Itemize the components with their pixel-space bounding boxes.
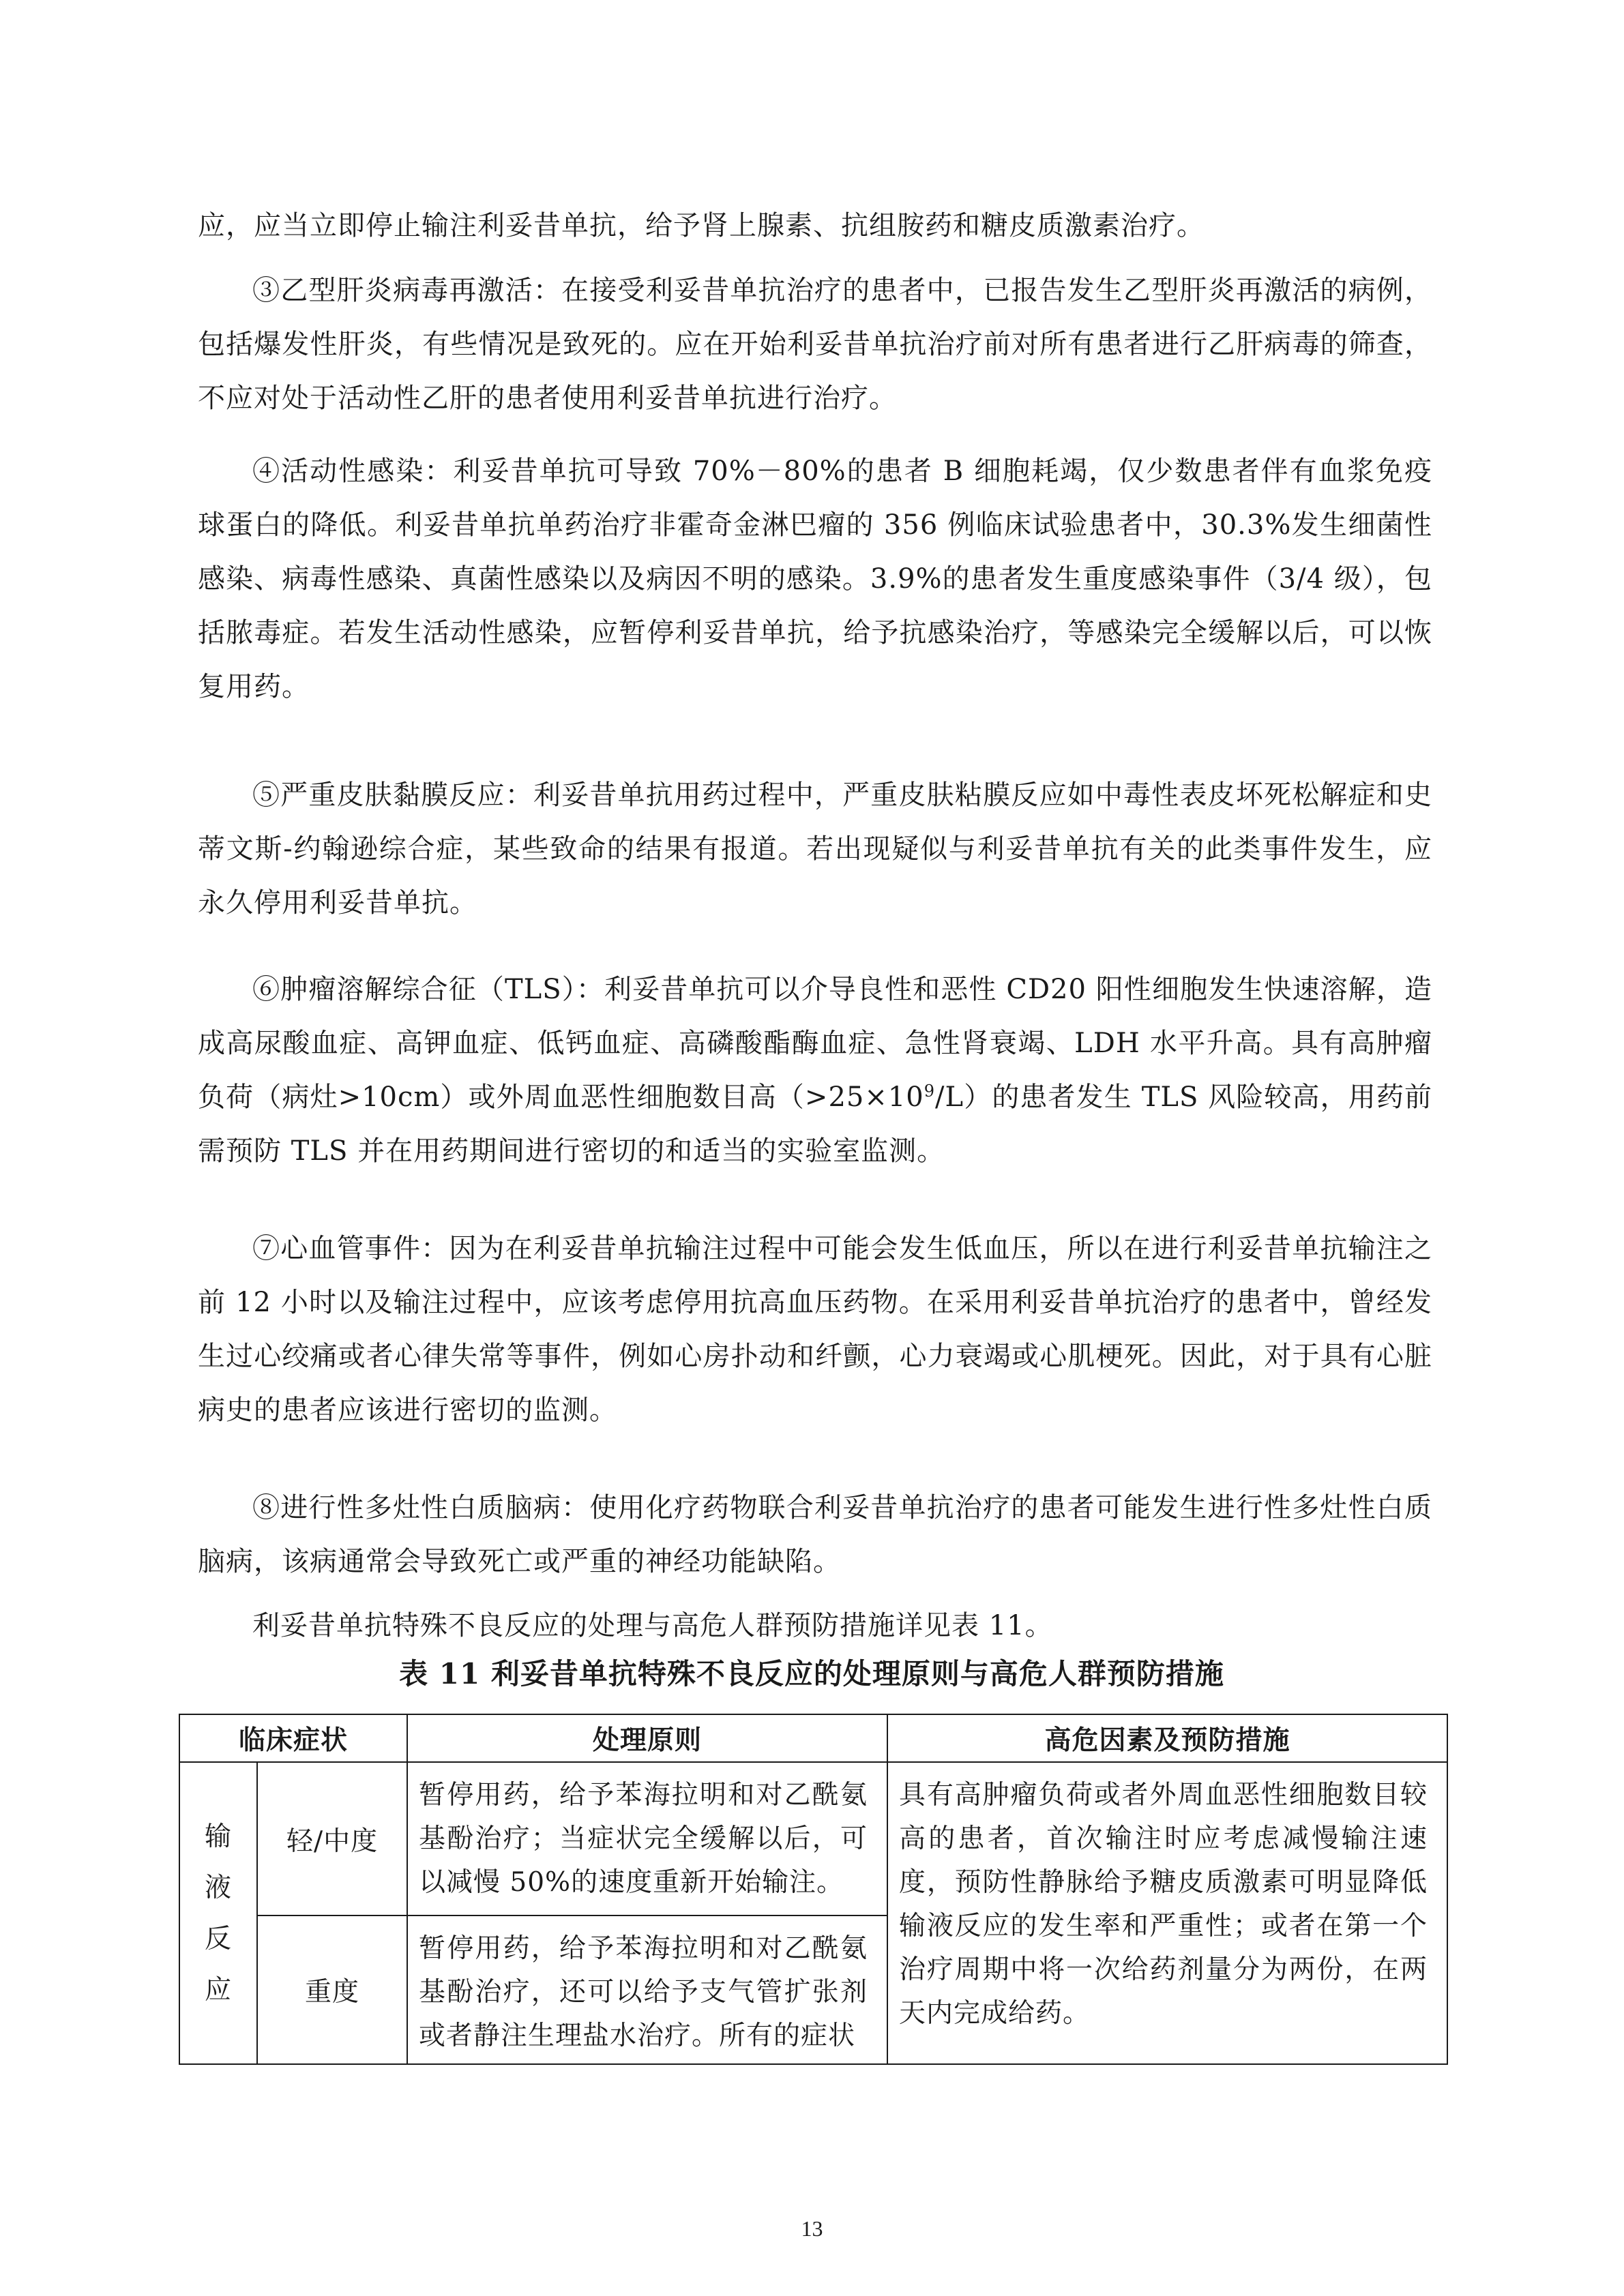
paragraph-active-infection: ④活动性感染：利妥昔单抗可导致 70%－80%的患者 B 细胞耗竭，仅少数患者伴有血浆免疫球蛋白的降低。利妥昔单抗单药治疗非霍奇金淋巴瘤的 356 例临床试验患者中，30.3%发生细菌性感染、病毒性感染、真菌性感染以及病因不明的感染。3.9%的患者发生重度感染事件（3/4 级），包括脓毒症。若发生活动性感染，应暂停利妥昔单抗，给予抗感染治疗，等感染完全缓解以后，可以恢复用药。 — [198, 456, 1432, 702]
tls-text-part2: /L）的患者发生 TLS 风险较高，用药前需预防 TLS 并在用药期间进行密切的和适当的实验室监测。 — [198, 1082, 1432, 1167]
infusion-reaction-label: 输液反应 — [204, 1821, 232, 2006]
treatment-mild-moderate: 暂停用药，给予苯海拉明和对乙酰氨基酚治疗；当症状完全缓解以后，可以减慢 50%的速度重新开始输注。 — [407, 1762, 887, 1915]
severity-severe: 重度 — [257, 1915, 407, 2064]
paragraph-table-reference: 利妥昔单抗特殊不良反应的处理与高危人群预防措施详见表 11。 — [252, 1610, 1053, 1641]
header-treatment-principle: 处理原则 — [407, 1714, 887, 1762]
paragraph-tumor-lysis-syndrome — [198, 963, 1432, 1178]
header-risk-prevention: 高危因素及预防措施 — [887, 1714, 1447, 1762]
paragraph-skin-mucosal-reaction: ⑤严重皮肤黏膜反应：利妥昔单抗用药过程中，严重皮肤粘膜反应如中毒性表皮坏死松解症和史蒂文斯-约翰逊综合症，某些致命的结果有报道。若出现疑似与利妥昔单抗有关的此类事件发生，应永久停用利妥昔单抗。 — [198, 779, 1432, 919]
paragraph-anaphylaxis-end: 应，应当立即停止输注利妥昔单抗，给予肾上腺素、抗组胺药和糖皮质激素治疗。 — [198, 210, 1205, 241]
treatment-severe: 暂停用药，给予苯海拉明和对乙酰氨基酚治疗，还可以给予支气管扩张剂或者静注生理盐水治疗。所有的症状 — [407, 1915, 887, 2064]
paragraph-cardiovascular-events: ⑦心血管事件：因为在利妥昔单抗输注过程中可能会发生低血压，所以在进行利妥昔单抗输注之前 12 小时以及输注过程中，应该考虑停用抗高血压药物。在采用利妥昔单抗治疗的患者中，曾经发生过心绞痛或者心律失常等事件，例如心房扑动和纤颤，心力衰竭或心肌梗死。因此，对于具有心脏病史的患者应该进行密切的监测。 — [198, 1233, 1432, 1426]
severity-mild-moderate: 轻/中度 — [257, 1762, 407, 1915]
table-row — [179, 1762, 1447, 1915]
paragraph-pml: ⑧进行性多灶性白质脑病：使用化疗药物联合利妥昔单抗治疗的患者可能发生进行性多灶性白质脑病，该病通常会导致死亡或严重的神经功能缺陷。 — [198, 1492, 1432, 1577]
page-number: 13 — [801, 2216, 823, 2241]
tls-text-part1: ⑥肿瘤溶解综合征（TLS）：利妥昔单抗可以介导良性和恶性 CD20 阳性细胞发生快速溶解，造成高尿酸血症、高钾血症、低钙血症、高磷酸酯酶血症、急性肾衰竭、LDH 水平升高。具有高肿瘤负荷（病灶>10cm）或外周血恶性细胞数目高（>25×10 — [198, 974, 1432, 1113]
table-11 — [179, 1714, 1448, 2065]
table-caption: 表 11 利妥昔单抗特殊不良反应的处理原则与高危人群预防措施 — [399, 1657, 1224, 1690]
infusion-reaction-group-cell — [179, 1762, 257, 2064]
paragraph-hbv-reactivation: ③乙型肝炎病毒再激活：在接受利妥昔单抗治疗的患者中，已报告发生乙型肝炎再激活的病例，包括爆发性肝炎，有些情况是致死的。应在开始利妥昔单抗治疗前对所有患者进行乙肝病毒的筛查，不应对处于活动性乙肝的患者使用利妥昔单抗进行治疗。 — [198, 275, 1432, 414]
prevention-measures-cell: 具有高肿瘤负荷或者外周血恶性细胞数目较高的患者，首次输注时应考虑减慢输注速度，预防性静脉给予糖皮质激素可明显降低输液反应的发生率和严重性；或者在第一个治疗周期中将一次给药剂量分为两份，在两天内完成给药。 — [887, 1762, 1447, 2064]
table-header-row — [179, 1714, 1447, 1762]
tls-exponent: 9 — [924, 1082, 936, 1101]
header-clinical-symptoms: 临床症状 — [179, 1714, 407, 1762]
